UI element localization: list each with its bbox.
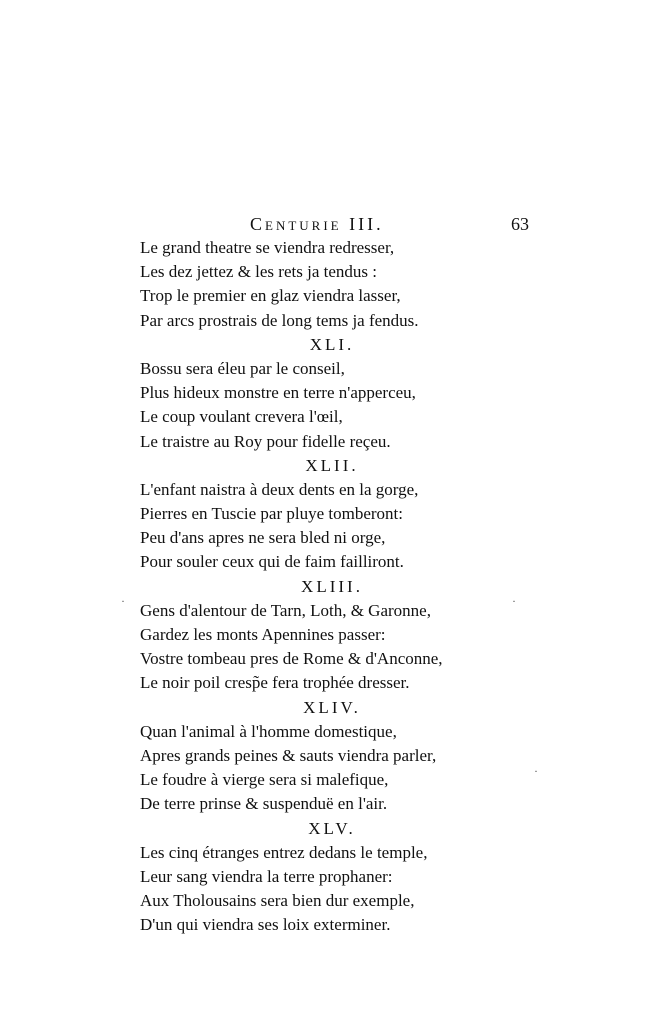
verse-line: Gens d'alentour de Tarn, Loth, & Garonne, — [140, 600, 431, 620]
quatrain-numeral: XLIV. — [303, 697, 361, 717]
quatrain-xliii — [140, 575, 500, 696]
verse-line: Le foudre à vierge sera si malefique, — [140, 770, 389, 790]
verse-line: Pour souler ceux qui de faim failliront. — [140, 552, 404, 572]
verse-line: Les cinq étranges entrez dedans le temple, — [140, 842, 428, 862]
verse-line: De terre prinse & suspenduë en l'air. — [140, 794, 388, 814]
verse-line: Leur sang viendra la terre prophaner: — [140, 866, 393, 886]
verse-line: Le coup voulant crevera l'œil, — [140, 407, 343, 427]
quatrain-numeral: XLV. — [308, 818, 356, 838]
verse-line: L'enfant naistra à deux dents en la gorge, — [140, 479, 419, 499]
verse-line: D'un qui viendra ses loix exterminer. — [140, 915, 391, 935]
quatrain-xlii — [140, 454, 500, 575]
verse-line: Peu d'ans apres ne sera bled ni orge, — [140, 528, 386, 548]
margin-mark-right: · — [512, 594, 516, 608]
verse-line: Bossu sera éleu par le conseil, — [140, 358, 345, 378]
verse-line: Le grand theatre se viendra redresser, — [140, 238, 395, 257]
poem-text — [140, 236, 500, 937]
verse-line: Aux Tholousains sera bien dur exemple, — [140, 891, 415, 911]
verse-line: Apres grands peines & sauts viendra parler, — [140, 745, 437, 765]
page-number: 63 — [511, 214, 529, 234]
verse-line: Le traistre au Roy pour fidelle reçeu. — [140, 431, 391, 451]
verse-line: Trop le premier en glaz viendra lasser, — [140, 286, 401, 306]
margin-mark-right-lower: · — [534, 764, 538, 778]
verse-line: Le noir poil cresp̃e fera trophée dresser. — [140, 673, 410, 693]
quatrain-numeral: XLI. — [309, 334, 355, 354]
margin-mark-left: · — [121, 594, 125, 608]
verse-line: Par arcs prostrais de long tems ja fendus. — [140, 310, 419, 330]
quatrain-xl — [140, 236, 500, 333]
quatrain-xlv — [140, 817, 500, 938]
verse-line: Plus hideux monstre en terre n'apperceu, — [140, 383, 416, 403]
quatrain-numeral: XLIII. — [301, 576, 363, 596]
verse-line: Les dez jettez & les rets ja tendus : — [140, 262, 377, 282]
quatrain-numeral: XLII. — [305, 455, 359, 475]
quatrain-xliv — [140, 696, 500, 817]
verse-line: Gardez les monts Apennines passer: — [140, 625, 386, 644]
verse-line: Vostre tombeau pres de Rome & d'Anconne, — [140, 649, 443, 669]
verse-line: Pierres en Tuscie par pluye tomberont: — [140, 504, 403, 524]
quatrain-xli — [140, 333, 500, 454]
verse-line: Quan l'animal à l'homme domestique, — [140, 721, 397, 741]
running-title: Centurie III. — [250, 214, 384, 234]
